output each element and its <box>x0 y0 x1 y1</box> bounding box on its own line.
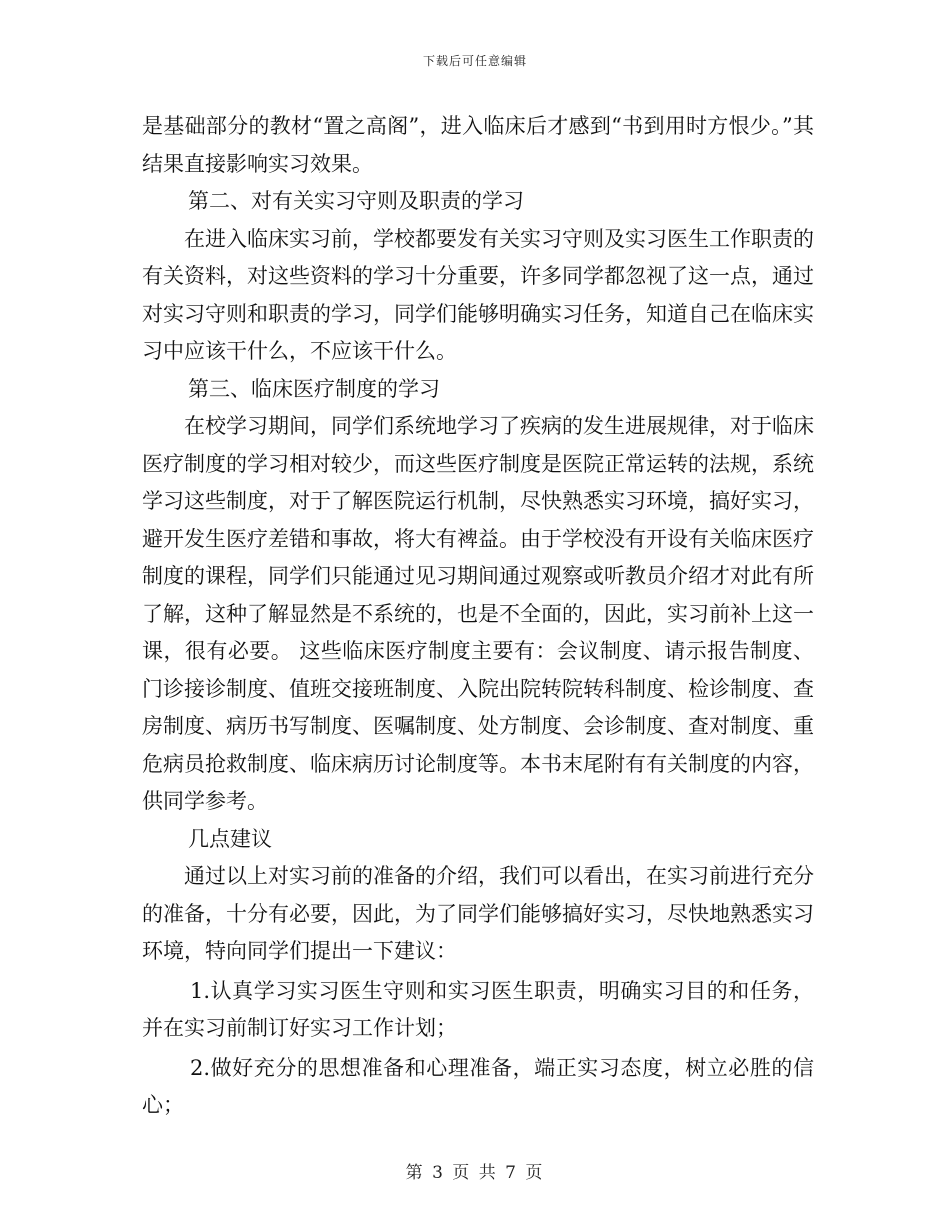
page-header: 下载后可任意编辑 <box>422 54 527 68</box>
paragraph-continuation: 是基础部分的教材“置之高阁”，进入临床后才感到“书到用时方恨少。”其结果直接影响实习效果。 <box>142 114 814 176</box>
section-heading-3: 第三、临床医疗制度的学习 <box>188 376 440 401</box>
section-heading-2: 第二、对有关实习守则及职责的学习 <box>188 189 524 213</box>
document-body <box>142 108 814 1125</box>
section-heading-suggestions: 几点建议 <box>188 826 272 851</box>
suggestion-item-1: 1.认真学习实习医生守则和实习医生职责，明确实习目的和任务，并在实习前制订好实习工作计划； <box>142 978 814 1040</box>
page-footer: 第 3 页 共 7 页 <box>405 1163 545 1183</box>
paragraph-suggestions-intro: 通过以上对实习前的准备的介绍，我们可以看出，在实习前进行充分的准备，十分有必要，因此，为了同学们能够搞好实习，尽快地熟悉实习环境，特向同学们提出一下建议： <box>142 864 814 963</box>
paragraph-medical-systems: 在校学习期间，同学们系统地学习了疾病的发生进展规律，对于临床医疗制度的学习相对较少，而这些医疗制度是医院正常运转的法规，系统学习这些制度，对于了解医院运行机制，尽快熟悉实习环境，搞好实习，避开发生医疗差错和事故，将大有裨益。由于学校没有开设有关临床医疗制度的课程，同学们只能通过见习期间通过观察或听教员介绍才对此有所了解，这种了解显然是不系统的，也是不全面的，因此，实习前补上这一课，很有必要。 这些临床医疗制度主要有：会议制度、请示报告制度、门诊接诊制度、值班交接班制度、入院出院转院转科制度、检诊制度、查房制度、病历书写制度、医嘱制度、处方制度、会诊制度、查对制度、重危病员抢救制度、临床病历讨论制度等。本书末尾附有有关制度的内容，供同学参考。 <box>142 414 814 813</box>
suggestion-item-2: 2.做好充分的思想准备和心理准备，端正实习态度，树立必胜的信心； <box>142 1055 814 1117</box>
paragraph-rules-study: 在进入临床实习前，学校都要发有关实习守则及实习医生工作职责的有关资料，对这些资料的学习十分重要，许多同学都忽视了这一点，通过对实习守则和职责的学习，同学们能够明确实习任务，知道自己在临床实习中应该干什么，不应该干什么。 <box>142 226 814 363</box>
